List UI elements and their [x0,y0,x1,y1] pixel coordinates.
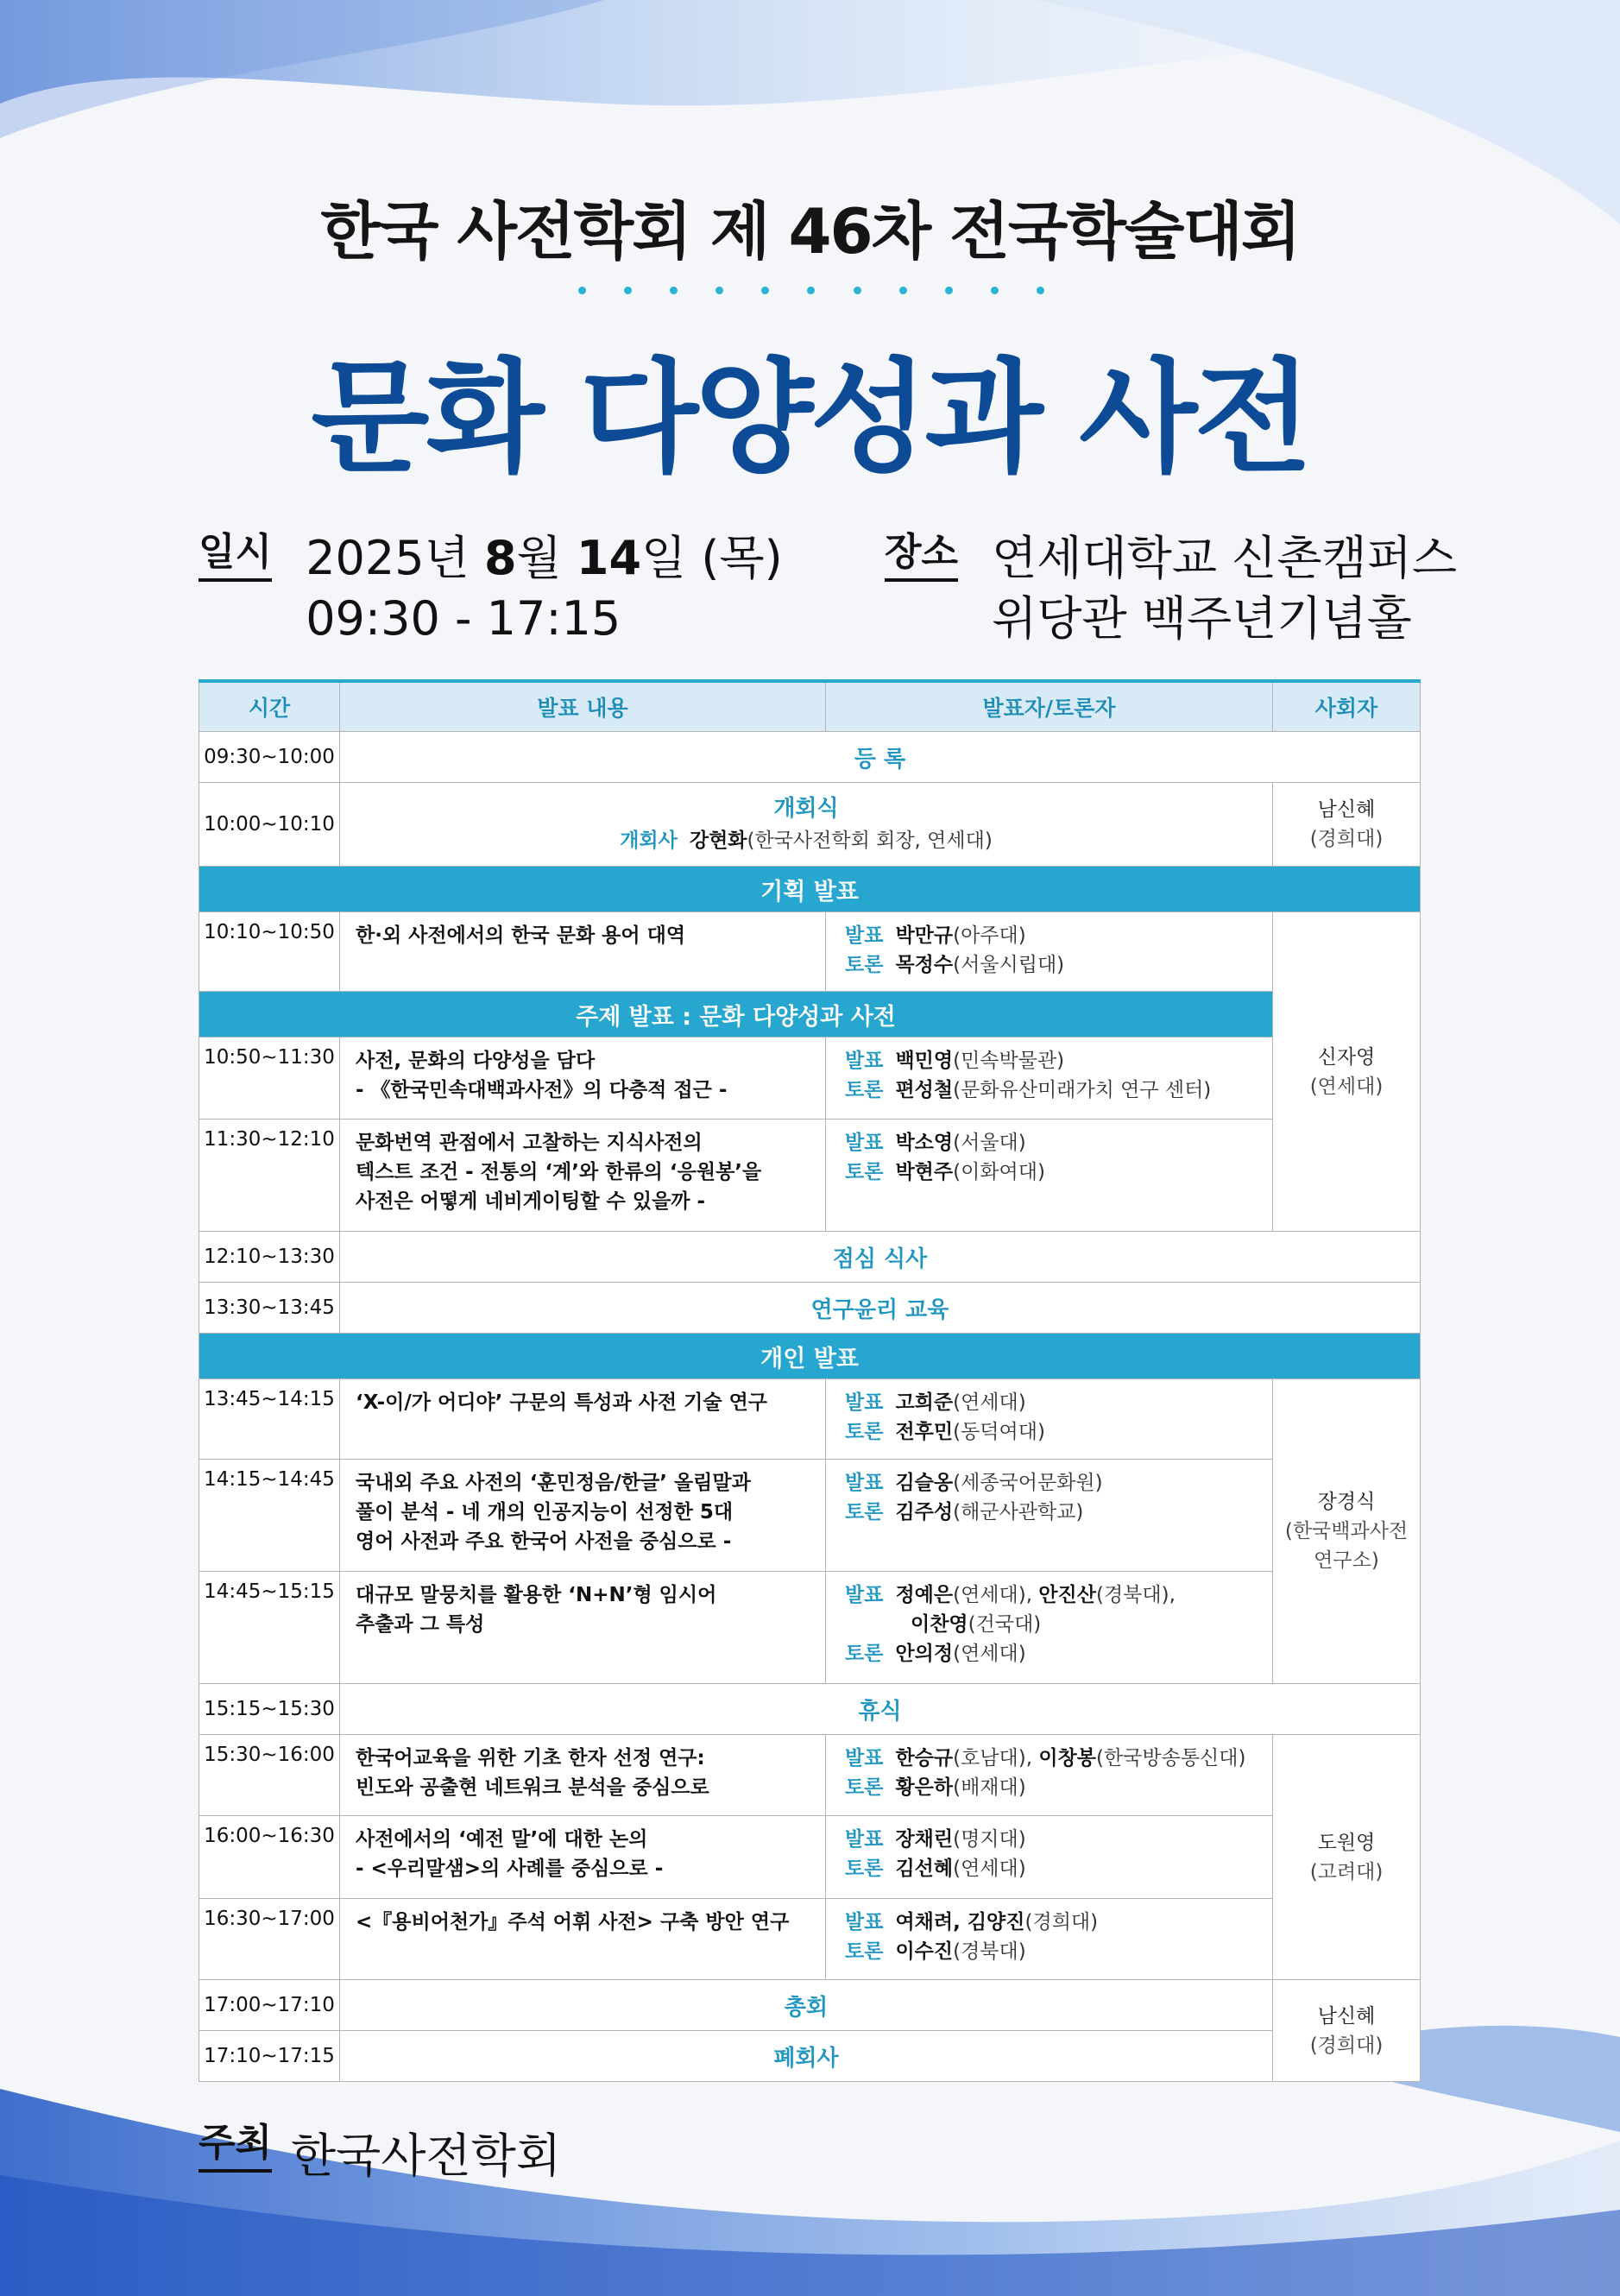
speakers-cell [826,1899,1273,1980]
role-present: 발표 [845,1747,884,1769]
presenter-aff: (경희대) [1024,1911,1099,1933]
presenter-aff: (연세대) [953,1391,1026,1414]
conference-subtitle: 문화 다양성과 사전 [311,347,1309,489]
presenter-aff: (아주대) [953,924,1026,947]
topic-line: - 《한국민속대백과사전》의 다층적 접근 - [356,1079,728,1101]
section-title: 기획 발표 [199,867,1421,912]
opening-title: 개회식 [773,795,839,822]
time-cell: 17:00~17:10 [199,1980,340,2031]
table-row [199,1120,1421,1232]
role-discuss: 토론 [845,1421,884,1443]
table-row [199,1572,1421,1684]
table-row [199,1283,1421,1334]
discussant-aff: (배재대) [953,1776,1026,1799]
discussant-aff: (이화여대) [953,1161,1045,1183]
date-month-unit: 월 [516,531,562,585]
general-meeting-cell: 총회 [340,1980,1273,2031]
time-cell: 15:15~15:30 [199,1684,340,1735]
topic-line: 사전, 문화의 다양성을 담다 [356,1050,596,1072]
presenter-name: 이창봉 [1038,1747,1096,1769]
time-cell: 11:30~12:10 [199,1120,340,1232]
opening-speaker: 강현화 [689,829,747,852]
date-text [306,528,783,649]
table-row [199,1038,1421,1120]
topic-cell [340,1816,826,1899]
presenter-aff: (서울대) [953,1132,1026,1154]
section-row [199,992,1421,1038]
moderator-cell [1273,1980,1421,2082]
presenter-name: 장채린 [895,1828,954,1851]
role-discuss: 토론 [845,1858,884,1880]
moderator-name: 장경식 [1317,1491,1376,1513]
speakers-cell [826,1379,1273,1460]
topic-line: 문화번역 관점에서 고찰하는 지식사전의 [356,1132,703,1154]
venue-line1: 연세대학교 신촌캠퍼스 [992,531,1457,585]
time-cell: 13:30~13:45 [199,1283,340,1334]
discussant-name: 안의정 [895,1643,954,1665]
moderator-name: 신자영 [1317,1045,1376,1069]
opening-speaker-aff: (한국사전학회 회장, 연세대) [747,829,993,852]
closing-cell: 폐회사 [340,2031,1273,2082]
presenter-aff: (호남대), [953,1747,1033,1769]
speakers-cell [826,1572,1273,1684]
role-present: 발표 [845,1911,884,1933]
presenter-aff: (세종국어문화원) [953,1472,1103,1494]
topic-line: 추출과 그 특성 [356,1613,485,1636]
section-row [199,1334,1421,1379]
date-day: 14 [576,531,642,585]
presenter-name: 박소영 [895,1132,954,1154]
presenter-aff: (경북대), [1095,1584,1176,1606]
time-cell: 10:10~10:50 [199,912,340,992]
role-discuss: 토론 [845,1776,884,1799]
topic-line: 텍스트 조건 - 전통의 ‘계’와 한류의 ‘응원봉’을 [356,1161,762,1183]
moderator-aff: (경희대) [1309,828,1384,850]
discussant-aff: (연세대) [953,1643,1026,1665]
time-cell: 16:30~17:00 [199,1899,340,1980]
presenter-name: 여채려, 김양진 [895,1911,1025,1933]
time-cell: 10:50~11:30 [199,1038,340,1120]
presenter-name: 정예은 [895,1584,954,1606]
time-cell: 09:30~10:00 [199,732,340,783]
table-row [199,1899,1421,1980]
time-cell: 14:45~15:15 [199,1572,340,1684]
table-row [199,1232,1421,1283]
table-header-row [199,681,1421,732]
role-present: 발표 [845,924,884,947]
speakers-cell [826,1120,1273,1232]
table-row [199,1735,1421,1816]
role-present: 발표 [845,1472,884,1494]
topic-cell: <『용비어천가』주석 어휘 사전> 구축 방안 연구 [340,1899,826,1980]
discussant-name: 전후민 [895,1421,954,1443]
topic-cell [340,1038,826,1120]
role-discuss: 토론 [845,1161,884,1183]
header-moderator: 사회자 [1273,681,1421,732]
presenter-name: 이찬영 [911,1613,968,1636]
topic-cell: 한·외 사전에서의 한국 문화 용어 대역 [340,912,826,992]
discussant-aff: (동덕여대) [953,1421,1045,1443]
topic-line: 빈도와 공출현 네트워크 분석을 중심으로 [356,1776,709,1799]
topic-line: 사전은 어떻게 네비게이팅할 수 있을까 - [356,1190,706,1213]
break-cell: 휴식 [340,1684,1421,1735]
moderator-name: 남신혜 [1317,2004,1376,2028]
presenter-aff: (한국방송통신대) [1095,1747,1246,1769]
topic-line: 한국어교육을 위한 기초 한자 선정 연구: [356,1747,705,1769]
discussant-aff: (연세대) [953,1858,1026,1880]
discussant-aff: (해군사관학교) [953,1501,1084,1523]
date-month: 8 [483,531,517,585]
topic-cell [340,1572,826,1684]
moderator-aff: (한국백과사전 [1284,1520,1409,1542]
topic-line: 사전에서의 ‘예전 말’에 대한 논의 [356,1828,648,1851]
speakers-cell [826,1460,1273,1572]
discussant-name: 목정수 [895,954,954,976]
topic-line: 풀이 분석 - 네 개의 인공지능이 선정한 5대 [356,1501,734,1523]
date-year: 2025년 [306,531,470,585]
table-row [199,783,1421,867]
topic-cell [340,1460,826,1572]
role-discuss: 토론 [845,954,884,976]
topic-cell: ‘X-이/가 어디야’ 구문의 특성과 사전 기술 연구 [340,1379,826,1460]
header-content: 발표 내용 [340,681,826,732]
speakers-cell [826,1816,1273,1899]
moderator-cell [1273,783,1421,867]
date-time: 09:30 - 17:15 [306,591,621,646]
discussant-aff: (서울시립대) [953,954,1065,976]
topic-line: 국내외 주요 사전의 ‘훈민정음/한글’ 올림말과 [356,1472,751,1494]
registration-cell: 등 록 [340,732,1421,783]
host-label: 주최 [199,2119,272,2173]
venue-line2: 위당관 백주년기념홀 [992,591,1412,646]
topic-cell [340,1735,826,1816]
time-cell: 13:45~14:15 [199,1379,340,1460]
presenter-name: 한승규 [895,1747,954,1769]
presenter-aff: (연세대), [953,1584,1033,1606]
discussant-name: 김선혜 [895,1858,954,1880]
role-present: 발표 [845,1050,884,1072]
date-day-unit: 일 [641,531,687,585]
time-cell: 12:10~13:30 [199,1232,340,1283]
table-row [199,1379,1421,1460]
presenter-name: 박만규 [895,924,954,947]
presenter-aff: (명지대) [953,1828,1026,1851]
lunch-cell: 점심 식사 [340,1232,1421,1283]
time-cell: 17:10~17:15 [199,2031,340,2082]
role-discuss: 토론 [845,1501,884,1523]
role-present: 발표 [845,1828,884,1851]
discussant-aff: (문화유산미래가치 연구 센터) [953,1079,1212,1101]
venue-label: 장소 [885,528,958,582]
role-present: 발표 [845,1132,884,1154]
time-cell: 16:00~16:30 [199,1816,340,1899]
discussant-name: 이수진 [895,1940,954,1963]
table-row [199,1684,1421,1735]
table-row [199,1460,1421,1572]
header-time: 시간 [199,681,340,732]
host-name: 한국사전학회 [291,2129,561,2183]
moderator-cell [1273,1735,1421,1980]
host-block [199,2119,561,2186]
presenter-name: 고희준 [895,1391,954,1414]
topic-line: 영어 사전과 주요 한국어 사전을 중심으로 - [356,1530,732,1553]
presenter-name: 안진산 [1038,1584,1096,1606]
date-block [199,528,783,649]
speakers-cell [826,1038,1273,1120]
schedule-table [199,679,1421,2082]
time-cell: 10:00~10:10 [199,783,340,867]
section-title: 주제 발표 : 문화 다양성과 사전 [199,992,1273,1038]
discussant-name: 박현주 [895,1161,954,1183]
role-present: 발표 [845,1584,884,1606]
topic-line: - <우리말샘>의 사례를 중심으로 - [356,1858,664,1880]
time-cell: 15:30~16:00 [199,1735,340,1816]
topic-cell [340,1120,826,1232]
venue-block [885,528,1457,649]
table-row [199,732,1421,783]
moderator-aff: (연세대) [1309,1075,1384,1098]
title-divider-dots [578,287,1044,294]
discussant-name: 황은하 [895,1776,954,1799]
presenter-aff: (민속박물관) [953,1050,1065,1072]
table-row [199,1816,1421,1899]
role-discuss: 토론 [845,1079,884,1101]
time-cell: 14:15~14:45 [199,1460,340,1572]
presenter-name: 김슬옹 [895,1472,954,1494]
presenter-name: 백민영 [895,1050,954,1072]
moderator-aff: (고려대) [1309,1860,1384,1883]
speakers-cell [826,1735,1273,1816]
moderator-name: 도원영 [1317,1831,1376,1854]
opening-speech-label: 개회사 [620,829,678,852]
moderator-aff: (경희대) [1309,2034,1384,2057]
date-weekday: (목) [701,531,783,585]
ethics-cell: 연구윤리 교육 [340,1283,1421,1334]
moderator-aff: 연구소) [1314,1549,1379,1572]
section-row [199,867,1421,912]
moderator-name: 남신혜 [1317,798,1376,821]
topic-line: 대규모 말뭉치를 활용한 ‘N+N’형 임시어 [356,1584,717,1606]
table-row [199,1980,1421,2031]
discussant-name: 편성철 [895,1079,954,1101]
moderator-cell [1273,912,1421,1232]
opening-cell [340,783,1273,867]
conference-title: 한국 사전학회 제 46차 전국학술대회 [320,195,1300,268]
moderator-cell [1273,1379,1421,1684]
section-title: 개인 발표 [199,1334,1421,1379]
date-label: 일시 [199,528,272,582]
table-row [199,912,1421,992]
venue-text [992,528,1457,649]
role-discuss: 토론 [845,1643,884,1665]
presenter-aff: (건국대) [968,1613,1042,1636]
speakers-cell [826,912,1273,992]
table-row [199,2031,1421,2082]
role-present: 발표 [845,1391,884,1414]
discussant-aff: (경북대) [953,1940,1026,1963]
header-speakers: 발표자/토론자 [826,681,1273,732]
role-discuss: 토론 [845,1940,884,1963]
discussant-name: 김주성 [895,1501,954,1523]
